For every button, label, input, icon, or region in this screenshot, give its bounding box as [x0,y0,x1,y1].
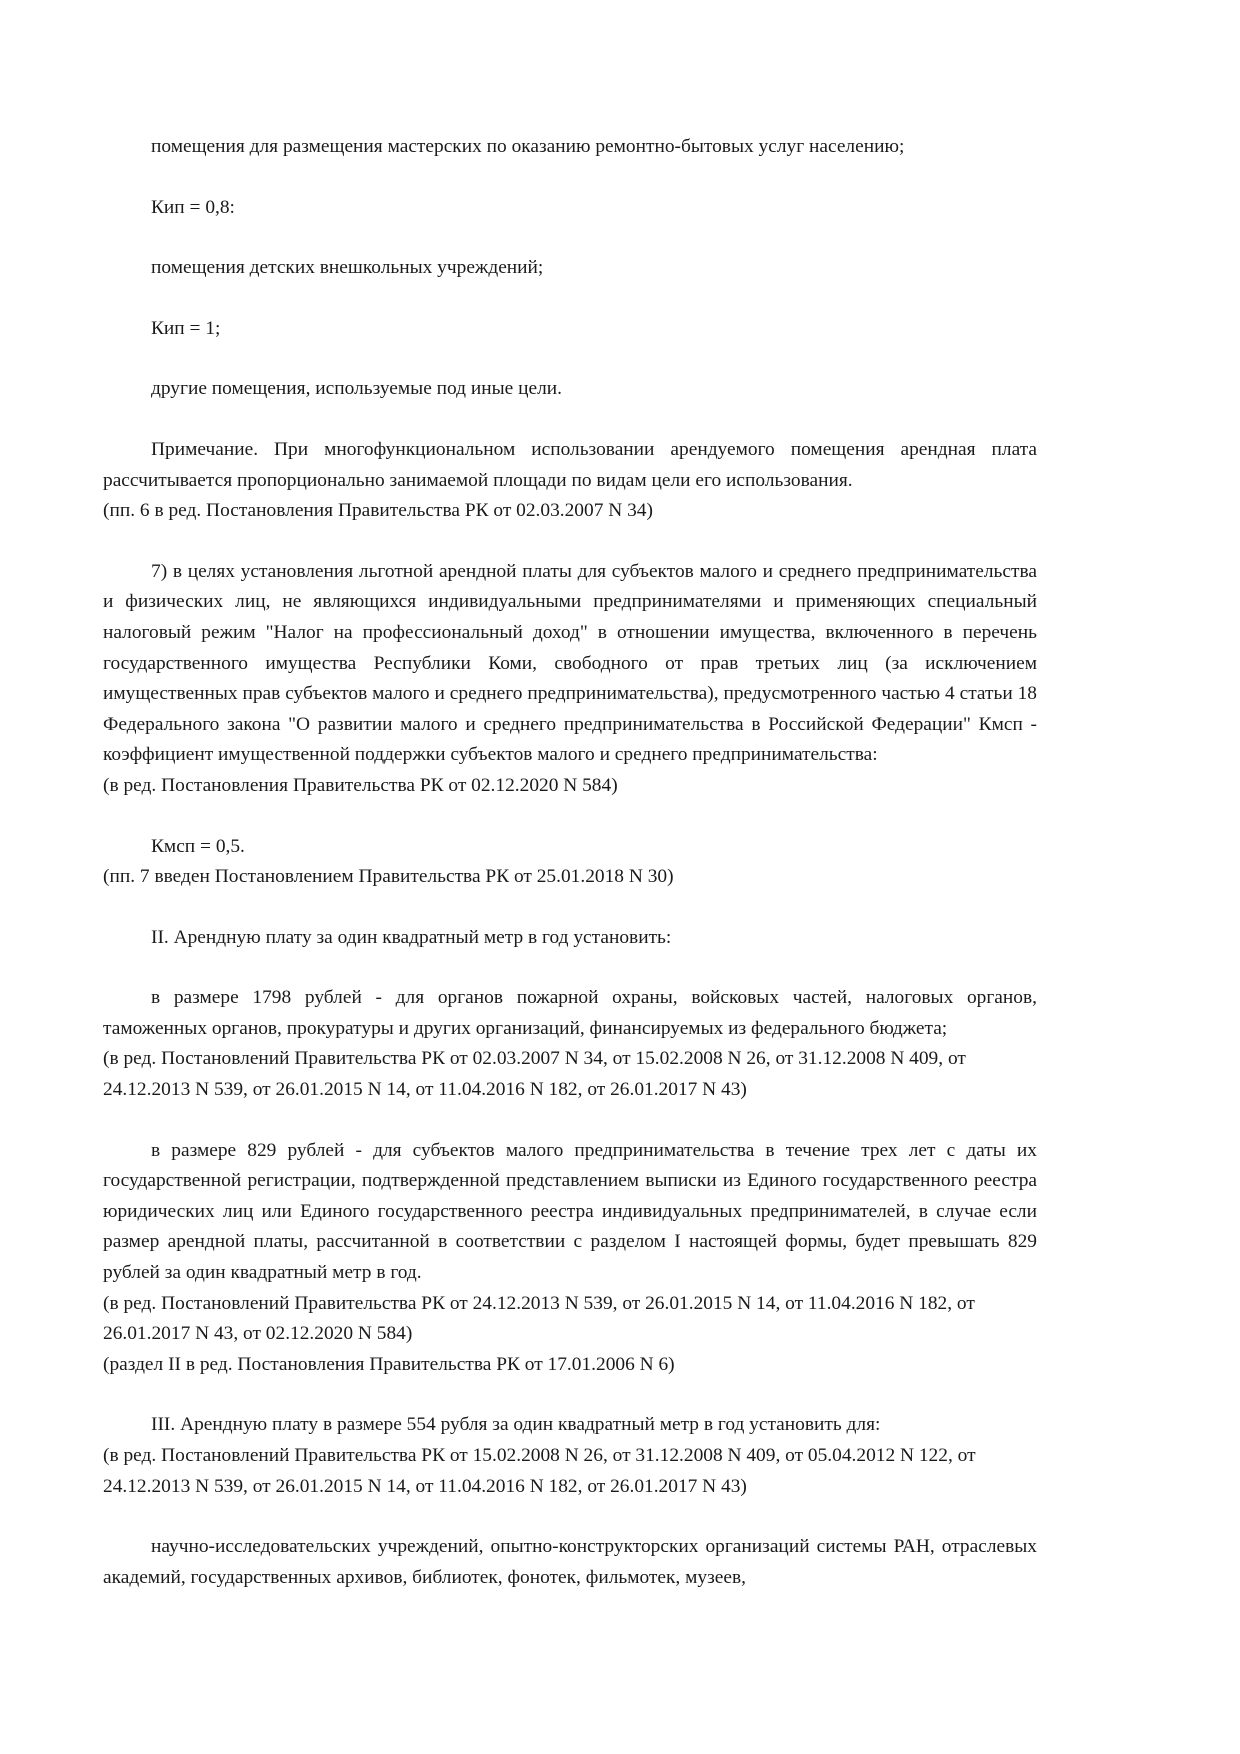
paragraph-kip-1: Кип = 1; [151,317,221,339]
paragraph-note-reference: (пп. 6 в ред. Постановления Правительства РК от 02.03.2007 N 34) [103,500,653,522]
paragraph-section-2-heading: II. Арендную плату за один квадратный метр в год установить: [151,926,672,948]
paragraph-rate-1798: в размере 1798 рублей - для органов пожарной охраны, войсковых частей, налоговых органов, таможенных органов, прокуратуры и других организаций, финансируемых из федерального бюджета; [103,987,1037,1039]
paragraph-rate-1798-reference: (в ред. Постановлений Правительства РК от 02.03.2007 N 34, от 15.02.2008 N 26, от 31.12.2008 N 409, от 24.12.2013 N 539, от 26.01.2015 N 14, от 11.04.2016 N 182, от 26.01.2017 N 43) [103,1048,966,1101]
paragraph-kip-08: Кип = 0,8: [151,196,235,218]
paragraph-section-3-reference: (в ред. Постановлений Правительства РК от 15.02.2008 N 26, от 31.12.2008 N 409, от 05.04.2012 N 122, от 24.12.2013 N 539, от 26.01.2015 N 14, от 11.04.2016 N 182, от 26.01.2017 N 43) [103,1445,976,1497]
paragraph-kmsp-reference: (пп. 7 введен Постановлением Правительства РК от 25.01.2018 N 30) [103,866,674,888]
paragraph-other-premises: другие помещения, используемые под иные цели. [151,378,562,400]
paragraph-item-7: 7) в целях установления льготной арендной платы для субъектов малого и среднего предпринимательства и физических лиц, не являющихся индивидуальными предпринимателями и применяющих специальный налоговый режим "Налог на профессиональный доход" в отношении имущества, включенного в перечень государственного имущества Республики Коми, свободного от прав третьих лиц (за исключением имущественных прав субъектов малого и среднего предпринимательства), предусмотренного частью 4 статьи 18 Федерального закона "О развитии малого и среднего предпринимательства в Российской Федерации" Кмсп - коэффициент имущественной поддержки субъектов малого и среднего предпринимательства: [103,560,1037,766]
paragraph-note: Примечание. При многофункциональном использовании арендуемого помещения арендная плата рассчитывается пропорционально занимаемой площади по видам цели его использования. [103,438,1037,491]
paragraph-item-7-reference: (в ред. Постановления Правительства РК от 02.12.2020 N 584) [103,774,618,796]
paragraph-section-3-heading: III. Арендную плату в размере 554 рубля за один квадратный метр в год установить для: [151,1414,881,1436]
paragraph-workshops: помещения для размещения мастерских по оказанию ремонтно-бытовых услуг населению; [151,136,905,157]
paragraph-rate-829-reference: (в ред. Постановлений Правительства РК от 24.12.2013 N 539, от 26.01.2015 N 14, от 11.04.2016 N 182, от 26.01.2017 N 43, от 02.12.2020 N 584) [103,1292,975,1345]
paragraph-kmsp: Кмсп = 0,5. [151,835,245,857]
document-body [103,132,1037,1593]
paragraph-rate-829: в размере 829 рублей - для субъектов малого предпринимательства в течение трех лет с даты их государственной регистрации, подтвержденной представлением выписки из Единого государственного реестра юридических лиц или Единого государственного реестра индивидуальных предпринимателей, в случае если размер арендной платы, рассчитанной в соответствии с разделом I настоящей формы, будет превышать 829 рублей за один квадратный метр в год. [103,1139,1037,1284]
paragraph-children-institutions: помещения детских внешкольных учреждений; [151,257,544,279]
paragraph-section-2-reference: (раздел II в ред. Постановления Правительства РК от 17.01.2006 N 6) [103,1353,675,1375]
paragraph-research-institutions: научно-исследовательских учреждений, опытно-конструкторских организаций системы РАН, отраслевых академий, государственных архивов, библиотек, фонотек, фильмотек, музеев, [103,1536,1037,1588]
